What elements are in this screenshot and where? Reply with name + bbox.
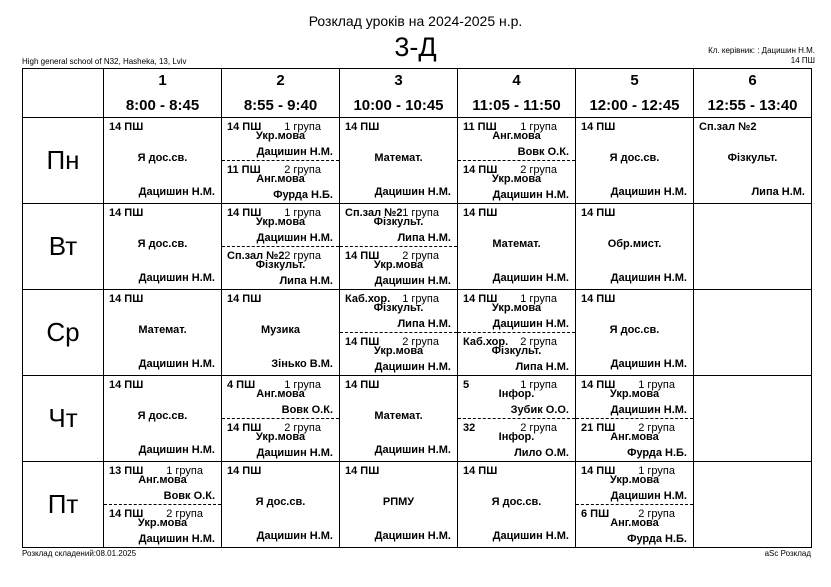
- lesson-cell: [104, 376, 222, 462]
- empty-cell: [694, 204, 812, 290]
- room-label: 14 ПШ: [109, 379, 144, 391]
- period-number: 3: [394, 72, 403, 89]
- lesson-cell: [340, 290, 458, 376]
- day-label: Чт: [23, 376, 104, 462]
- room-label: 14 ПШ: [109, 508, 144, 520]
- teacher-label: Дацишин Н.М.: [610, 186, 687, 198]
- room-label: 14 ПШ: [345, 465, 380, 477]
- teacher-label: Дацишин Н.М.: [138, 358, 215, 370]
- group-lesson: [576, 462, 693, 505]
- teacher-label: Вовк О.К.: [517, 146, 569, 158]
- room-label: 5: [463, 379, 470, 391]
- class-teacher-line: Кл. керівник: : Дацишин Н.М.: [708, 46, 815, 55]
- room-label: 14 ПШ: [345, 121, 380, 133]
- subject-label: Укр.мова: [373, 345, 424, 357]
- room-label: 14 ПШ: [463, 465, 498, 477]
- subject-label: Я дос.св.: [609, 324, 660, 336]
- teacher-label: Фурда Н.Б.: [627, 533, 687, 545]
- teacher-label: Дацишин Н.М.: [138, 444, 215, 456]
- room-label: 14 ПШ: [581, 465, 616, 477]
- lesson: [222, 462, 339, 547]
- group-label: 2 група: [284, 250, 321, 262]
- room-label: 14 ПШ: [463, 164, 498, 176]
- period-number: 2: [276, 72, 285, 89]
- room-label: 14 ПШ: [227, 422, 262, 434]
- subject-label: Математ.: [374, 410, 423, 422]
- teacher-label: Зубик О.О.: [510, 404, 569, 416]
- class-name: 3-Д: [394, 32, 437, 62]
- group-lesson: [458, 419, 575, 461]
- group-lesson: [458, 161, 575, 203]
- lesson: [576, 118, 693, 203]
- day-row: [23, 462, 812, 548]
- group-label: 2 група: [284, 164, 321, 176]
- subject-label: Укр.мова: [373, 259, 424, 271]
- teacher-label: Дацишин Н.М.: [374, 275, 451, 287]
- room-label: 14 ПШ: [581, 293, 616, 305]
- subject-label: Інфор.: [498, 431, 535, 443]
- lesson: [340, 376, 457, 461]
- lesson: [222, 290, 339, 375]
- group-label: 1 група: [520, 379, 557, 391]
- teacher-label: Дацишин Н.М.: [256, 232, 333, 244]
- group-label: 1 група: [402, 207, 439, 219]
- lesson: [458, 462, 575, 547]
- room-label: 11 ПШ: [463, 121, 497, 133]
- group-label: 1 група: [520, 293, 557, 305]
- group-label: 2 група: [166, 508, 203, 520]
- room-label: 32: [463, 422, 476, 434]
- room-label: 6 ПШ: [581, 508, 610, 520]
- room-label: 14 ПШ: [463, 293, 498, 305]
- teacher-label: Липа Н.М.: [397, 232, 451, 244]
- lesson: [458, 204, 575, 289]
- subject-label: Анг.мова: [256, 173, 305, 185]
- period-time: 12:55 - 13:40: [707, 97, 798, 114]
- lesson: [104, 376, 221, 461]
- room-label: 14 ПШ: [227, 121, 262, 133]
- period-header: [458, 69, 576, 118]
- group-label: 1 група: [638, 379, 675, 391]
- group-lesson: [576, 376, 693, 419]
- subject-label: Укр.мова: [137, 517, 188, 529]
- subject-label: Математ.: [374, 152, 423, 164]
- subject-label: Фізкульт.: [727, 152, 778, 164]
- school-name: High general school of N32, Hasheka, 13, Lviv: [22, 57, 187, 66]
- empty-cell: [694, 462, 812, 548]
- room-label: 14 ПШ: [345, 379, 380, 391]
- subject-label: Укр.мова: [609, 388, 660, 400]
- teacher-label: Липа Н.М.: [397, 318, 451, 330]
- room-label: Каб.хор.: [463, 336, 509, 348]
- lesson-cell: [576, 376, 694, 462]
- teacher-label: Фурда Н.Б.: [273, 189, 333, 201]
- subject-label: Я дос.св.: [137, 152, 188, 164]
- lesson-cell: [104, 204, 222, 290]
- group-label: 2 група: [520, 336, 557, 348]
- period-time: 10:00 - 10:45: [353, 97, 444, 114]
- teacher-label: Вовк О.К.: [281, 404, 333, 416]
- group-label: 1 група: [638, 465, 675, 477]
- subject-label: Я дос.св.: [137, 238, 188, 250]
- group-lesson: [576, 419, 693, 461]
- periods-header-row: [23, 69, 812, 118]
- subject-label: Музика: [261, 324, 300, 336]
- group-lesson: [458, 333, 575, 375]
- room-label: 11 ПШ: [227, 164, 261, 176]
- corner-cell: [23, 69, 104, 118]
- app-credit: aSc Розклад: [764, 549, 811, 558]
- lesson: [576, 204, 693, 289]
- group-lesson: [222, 247, 339, 289]
- group-label: 2 група: [520, 164, 557, 176]
- subject-label: Я дос.св.: [255, 496, 306, 508]
- subject-label: Анг.мова: [138, 474, 187, 486]
- teacher-label: Фурда Н.Б.: [627, 447, 687, 459]
- subject-label: Фізкульт.: [373, 302, 424, 314]
- day-label: Пт: [23, 462, 104, 548]
- teacher-label: Вовк О.К.: [163, 490, 215, 502]
- group-lesson: [222, 161, 339, 203]
- subject-label: Обр.мист.: [607, 238, 662, 250]
- group-lesson: [222, 204, 339, 247]
- subject-label: Інфор.: [498, 388, 535, 400]
- room-label: 14 ПШ: [227, 465, 262, 477]
- teacher-label: Дацишин Н.М.: [492, 318, 569, 330]
- lesson: [104, 118, 221, 203]
- group-label: 1 група: [520, 121, 557, 133]
- teacher-label: Липа Н.М.: [751, 186, 805, 198]
- group-lesson: [104, 462, 221, 505]
- teacher-label: Дацишин Н.М.: [374, 444, 451, 456]
- period-header: [222, 69, 340, 118]
- lesson-cell: [576, 462, 694, 548]
- subject-label: Я дос.св.: [491, 496, 542, 508]
- created-date: Розклад складений:08.01.2025: [22, 549, 137, 558]
- lesson-cell: [458, 118, 576, 204]
- teacher-label: Дацишин Н.М.: [374, 361, 451, 373]
- group-label: 2 група: [402, 336, 439, 348]
- group-lesson: [458, 290, 575, 333]
- period-number: 6: [748, 72, 757, 89]
- room-label: 14 ПШ: [581, 379, 616, 391]
- empty-cell: [694, 376, 812, 462]
- group-label: 1 група: [284, 379, 321, 391]
- group-label: 2 група: [284, 422, 321, 434]
- group-lesson: [222, 376, 339, 419]
- teacher-label: Дацишин Н.М.: [138, 186, 215, 198]
- period-header: [340, 69, 458, 118]
- room-label: 14 ПШ: [581, 121, 616, 133]
- period-time: 8:55 - 9:40: [243, 97, 318, 114]
- teacher-label: Дацишин Н.М.: [256, 447, 333, 459]
- teacher-label: Зінько В.М.: [271, 358, 333, 370]
- period-time: 12:00 - 12:45: [589, 97, 680, 114]
- day-label: Ср: [23, 290, 104, 376]
- room-label: 14 ПШ: [345, 250, 380, 262]
- group-lesson: [340, 290, 457, 333]
- lesson-cell: [458, 376, 576, 462]
- room-label: 14 ПШ: [227, 293, 262, 305]
- period-time: 11:05 - 11:50: [472, 97, 561, 114]
- teacher-label: Лило О.М.: [514, 447, 569, 459]
- room-label: 13 ПШ: [109, 465, 144, 477]
- room-label: 14 ПШ: [227, 207, 262, 219]
- subject-label: Я дос.св.: [609, 152, 660, 164]
- lesson-cell: [458, 462, 576, 548]
- subject-label: Математ.: [492, 238, 541, 250]
- timetable-grid: [22, 68, 812, 548]
- group-lesson: [104, 505, 221, 547]
- lesson-cell: [340, 118, 458, 204]
- lesson: [576, 290, 693, 375]
- lesson-cell: [458, 204, 576, 290]
- lesson: [694, 118, 811, 203]
- subject-label: Укр.мова: [609, 474, 660, 486]
- room-label: Сп.зал №2: [345, 207, 403, 219]
- empty-cell: [694, 290, 812, 376]
- teacher-label: Дацишин Н.М.: [374, 530, 451, 542]
- period-header: [104, 69, 222, 118]
- room-label: 14 ПШ: [109, 293, 144, 305]
- group-lesson: [340, 204, 457, 247]
- lesson: [104, 204, 221, 289]
- subject-label: Фізкульт.: [255, 259, 306, 271]
- lesson: [340, 118, 457, 203]
- period-header: [576, 69, 694, 118]
- class-teacher-info: [708, 46, 815, 66]
- page-title: Розклад уроків на 2024-2025 н.р.: [308, 13, 523, 29]
- group-lesson: [222, 118, 339, 161]
- lesson-cell: [222, 204, 340, 290]
- subject-label: Анг.мова: [256, 388, 305, 400]
- group-label: 2 група: [402, 250, 439, 262]
- group-lesson: [576, 505, 693, 547]
- period-time: 8:00 - 8:45: [125, 97, 200, 114]
- subject-label: Анг.мова: [492, 130, 541, 142]
- period-number: 1: [158, 72, 167, 89]
- teacher-label: Дацишин Н.М.: [610, 358, 687, 370]
- lesson-cell: [222, 118, 340, 204]
- room-label: Сп.зал №2: [227, 250, 285, 262]
- teacher-label: Дацишин Н.М.: [492, 272, 569, 284]
- teacher-label: Дацишин Н.М.: [256, 530, 333, 542]
- room-label: 4 ПШ: [227, 379, 256, 391]
- subject-label: Укр.мова: [255, 130, 306, 142]
- lesson: [340, 462, 457, 547]
- group-lesson: [458, 118, 575, 161]
- room-label: 14 ПШ: [345, 336, 380, 348]
- lesson-cell: [222, 376, 340, 462]
- subject-label: Укр.мова: [491, 173, 542, 185]
- subject-label: РПМУ: [382, 496, 415, 508]
- period-number: 5: [630, 72, 639, 89]
- subject-label: Анг.мова: [610, 431, 659, 443]
- day-row: [23, 376, 812, 462]
- group-lesson: [340, 247, 457, 289]
- lesson-cell: [340, 204, 458, 290]
- group-label: 2 група: [638, 508, 675, 520]
- group-label: 1 група: [402, 293, 439, 305]
- subject-label: Я дос.св.: [137, 410, 188, 422]
- teacher-label: Дацишин Н.М.: [374, 186, 451, 198]
- subject-label: Укр.мова: [255, 431, 306, 443]
- room-label: 14 ПШ: [109, 207, 144, 219]
- group-label: 1 група: [284, 207, 321, 219]
- lesson-cell: [576, 118, 694, 204]
- room-label: 14 ПШ: [109, 121, 144, 133]
- group-label: 2 група: [520, 422, 557, 434]
- teacher-label: Дацишин Н.М.: [610, 404, 687, 416]
- lesson: [104, 290, 221, 375]
- subject-label: Математ.: [138, 324, 187, 336]
- room-label: Сп.зал №2: [699, 121, 757, 133]
- group-lesson: [222, 419, 339, 461]
- room-label: 14 ПШ: [581, 207, 616, 219]
- day-label: Вт: [23, 204, 104, 290]
- teacher-label: Дацишин Н.М.: [492, 530, 569, 542]
- lesson-cell: [222, 462, 340, 548]
- lesson-cell: [340, 462, 458, 548]
- teacher-label: Дацишин Н.М.: [138, 533, 215, 545]
- lesson-cell: [104, 118, 222, 204]
- lesson-cell: [340, 376, 458, 462]
- group-lesson: [458, 376, 575, 419]
- day-label: Пн: [23, 118, 104, 204]
- day-row: [23, 290, 812, 376]
- period-header: [694, 69, 812, 118]
- lesson-cell: [576, 290, 694, 376]
- room-label: 21 ПШ: [581, 422, 616, 434]
- day-row: [23, 204, 812, 290]
- teacher-label: Дацишин Н.М.: [492, 189, 569, 201]
- period-number: 4: [512, 72, 521, 89]
- lesson-cell: [694, 118, 812, 204]
- lesson-cell: [458, 290, 576, 376]
- teacher-label: Дацишин Н.М.: [256, 146, 333, 158]
- group-label: 1 група: [166, 465, 203, 477]
- day-row: [23, 118, 812, 204]
- lesson-cell: [104, 462, 222, 548]
- room-label: 14 ПШ: [463, 207, 498, 219]
- lesson-cell: [222, 290, 340, 376]
- subject-label: Укр.мова: [491, 302, 542, 314]
- teacher-label: Дацишин Н.М.: [610, 272, 687, 284]
- teacher-label: Липа Н.М.: [515, 361, 569, 373]
- class-teacher-room: 14 ПШ: [790, 56, 815, 65]
- lesson-cell: [104, 290, 222, 376]
- subject-label: Фізкульт.: [373, 216, 424, 228]
- room-label: Каб.хор.: [345, 293, 391, 305]
- group-lesson: [340, 333, 457, 375]
- group-label: 2 група: [638, 422, 675, 434]
- teacher-label: Дацишин Н.М.: [138, 272, 215, 284]
- subject-label: Анг.мова: [610, 517, 659, 529]
- lesson-cell: [576, 204, 694, 290]
- teacher-label: Дацишин Н.М.: [610, 490, 687, 502]
- teacher-label: Липа Н.М.: [279, 275, 333, 287]
- group-label: 1 група: [284, 121, 321, 133]
- subject-label: Укр.мова: [255, 216, 306, 228]
- subject-label: Фізкульт.: [491, 345, 542, 357]
